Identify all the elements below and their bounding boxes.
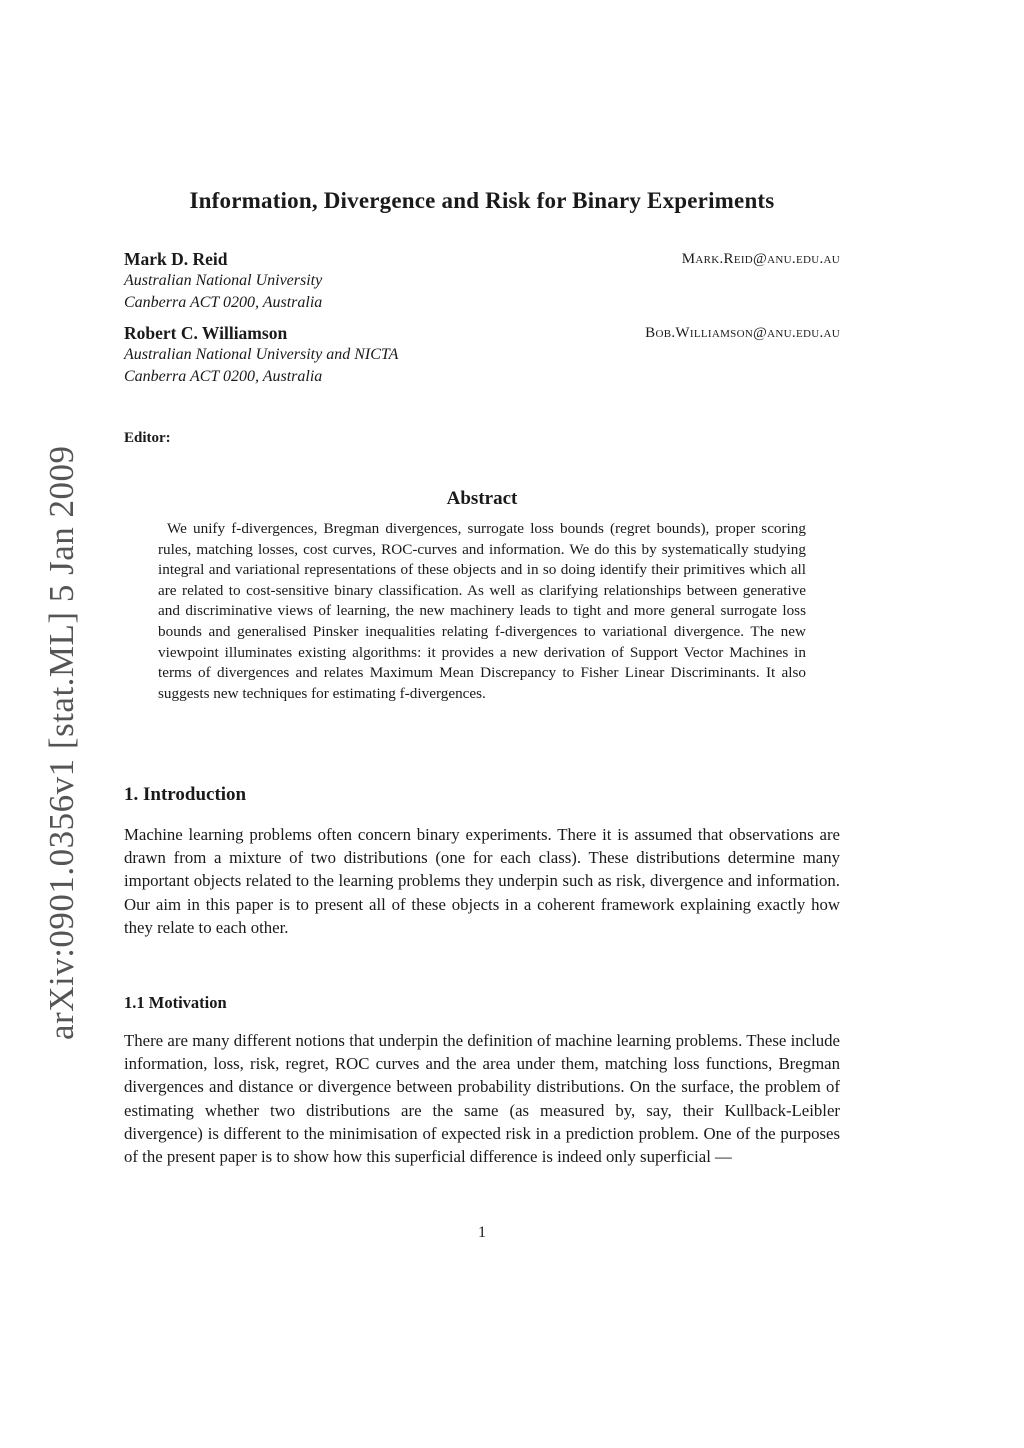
author-email[interactable]: Bob.Williamson@anu.edu.au bbox=[645, 325, 840, 341]
section-heading-introduction: 1. Introduction bbox=[124, 784, 247, 805]
author-block-2 bbox=[124, 322, 840, 387]
author-email[interactable]: Mark.Reid@anu.edu.au bbox=[681, 251, 840, 267]
arxiv-identifier-stamp: arXiv:0901.0356v1 [stat.ML] 5 Jan 2009 bbox=[42, 445, 81, 1040]
author-affiliation: Australian National University and NICTA bbox=[124, 346, 399, 363]
editor-label: Editor: bbox=[124, 430, 171, 446]
subsection-heading-motivation: 1.1 Motivation bbox=[124, 993, 227, 1012]
motivation-paragraph: There are many different notions that underpin the definition of machine learning problems. These include information, loss, risk, regret, ROC curves and the area under them, matching loss functions, Bregman divergences and distance or divergence between probability distributions. On the surface, the problem of estimating whether two distributions are the same (as measured by, say, their Kullback-Leibler divergence) is different to the minimisation of expected risk in a prediction problem. One of the purposes of the present paper is to show how this superficial difference is indeed only superficial — bbox=[124, 1031, 840, 1167]
author-address: Canberra ACT 0200, Australia bbox=[124, 367, 323, 385]
abstract-body: We unify f-divergences, Bregman divergences, surrogate loss bounds (regret bounds), proper scoring rules, matching losses, cost curves, ROC-curves and information. We do this by systematically studying integral and variational representations of these objects and in so doing identify their primitives which all are related to cost-sensitive binary classification. As well as clarifying relationships between generative and discriminative views of learning, the new machinery leads to tight and more general surrogate loss bounds and generalised Pinsker inequalities relating f-divergences to variational divergence. The new viewpoint illuminates existing algorithms: it provides a new derivation of Support Vector Machines in terms of divergences and relates Maximum Mean Discrepancy to Fisher Linear Discriminants. It also suggests new techniques for estimating f-divergences. bbox=[158, 520, 806, 702]
introduction-paragraph: Machine learning problems often concern binary experiments. There it is assumed that observations are drawn from a mixture of two distributions (one for each class). These distributions determine many important objects related to the learning problems they underpin such as risk, divergence and information. Our aim in this paper is to present all of these objects in a coherent framework explaining exactly how they relate to each other. bbox=[124, 825, 840, 937]
author-name: Robert C. Williamson bbox=[124, 323, 288, 343]
page-number: 1 bbox=[478, 1224, 486, 1241]
author-name: Mark D. Reid bbox=[124, 249, 228, 269]
paper-title: Information, Divergence and Risk for Binary Experiments bbox=[189, 188, 775, 213]
abstract-heading: Abstract bbox=[446, 488, 518, 509]
author-affiliation: Australian National University bbox=[124, 272, 323, 289]
author-block-1 bbox=[124, 248, 840, 313]
author-address: Canberra ACT 0200, Australia bbox=[124, 293, 323, 311]
